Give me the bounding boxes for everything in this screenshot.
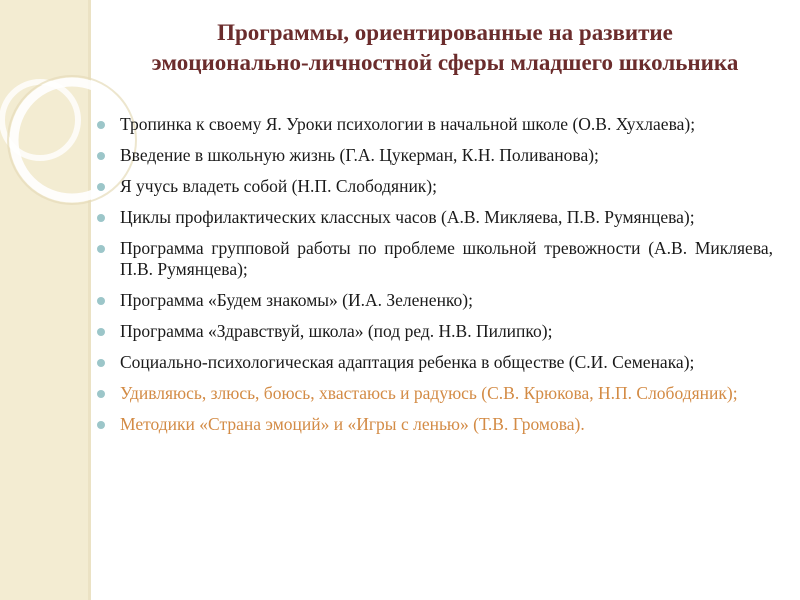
side-band-edge [88,0,91,600]
bullet-icon [97,214,105,222]
list-item [96,290,773,311]
list-item [96,207,773,228]
list-item [96,352,773,373]
slide-title-line-2: эмоционально-личностной сферы младшего школьника [151,50,739,75]
bullet-icon [97,390,105,398]
slide-title-line-1: Программы, ориентированные на развитие [217,20,673,45]
list-item-text: Программа «Здравствуй, школа» (под ред. Н.В. Пилипко); [120,321,553,341]
list-item [96,321,773,342]
bullet-icon [97,421,105,429]
list-item [96,114,773,135]
bullet-icon [97,297,105,305]
list-item-text: Социально-психологическая адаптация ребенка в обществе (С.И. Семенака); [120,352,695,372]
list-item-text: Программа «Будем знакомы» (И.А. Зелененко); [120,290,473,310]
list-item-text: Я учусь владеть собой (Н.П. Слободяник); [120,176,437,196]
list-item-text: Введение в школьную жизнь (Г.А. Цукерман, К.Н. Поливанова); [120,145,599,165]
list-item [96,176,773,197]
bullet-icon [97,328,105,336]
list-item [96,238,773,280]
bullet-icon [97,183,105,191]
list-item-text: Удивляюсь, злюсь, боюсь, хвастаюсь и радуюсь (С.В. Крюкова, Н.П. Слободяник); [120,383,738,403]
slide-title [95,18,795,78]
list-item [96,383,773,404]
list-item [96,414,773,435]
list-item [96,145,773,166]
programs-list [96,114,773,445]
list-item-text: Методики «Страна эмоций» и «Игры с ленью» (Т.В. Громова). [120,414,585,434]
list-item-text: Циклы профилактических классных часов (А.В. Микляева, П.В. Румянцева); [120,207,695,227]
bullet-icon [97,359,105,367]
list-item-text: Тропинка к своему Я. Уроки психологии в начальной школе (О.В. Хухлаева); [120,114,696,134]
bullet-icon [97,121,105,129]
decorative-side-band [0,0,88,600]
list-item-text: Программа групповой работы по проблеме школьной тревожности (А.В. Микляева, П.В. Румянцева); [120,238,773,279]
bullet-icon [97,245,105,253]
bullet-icon [97,152,105,160]
